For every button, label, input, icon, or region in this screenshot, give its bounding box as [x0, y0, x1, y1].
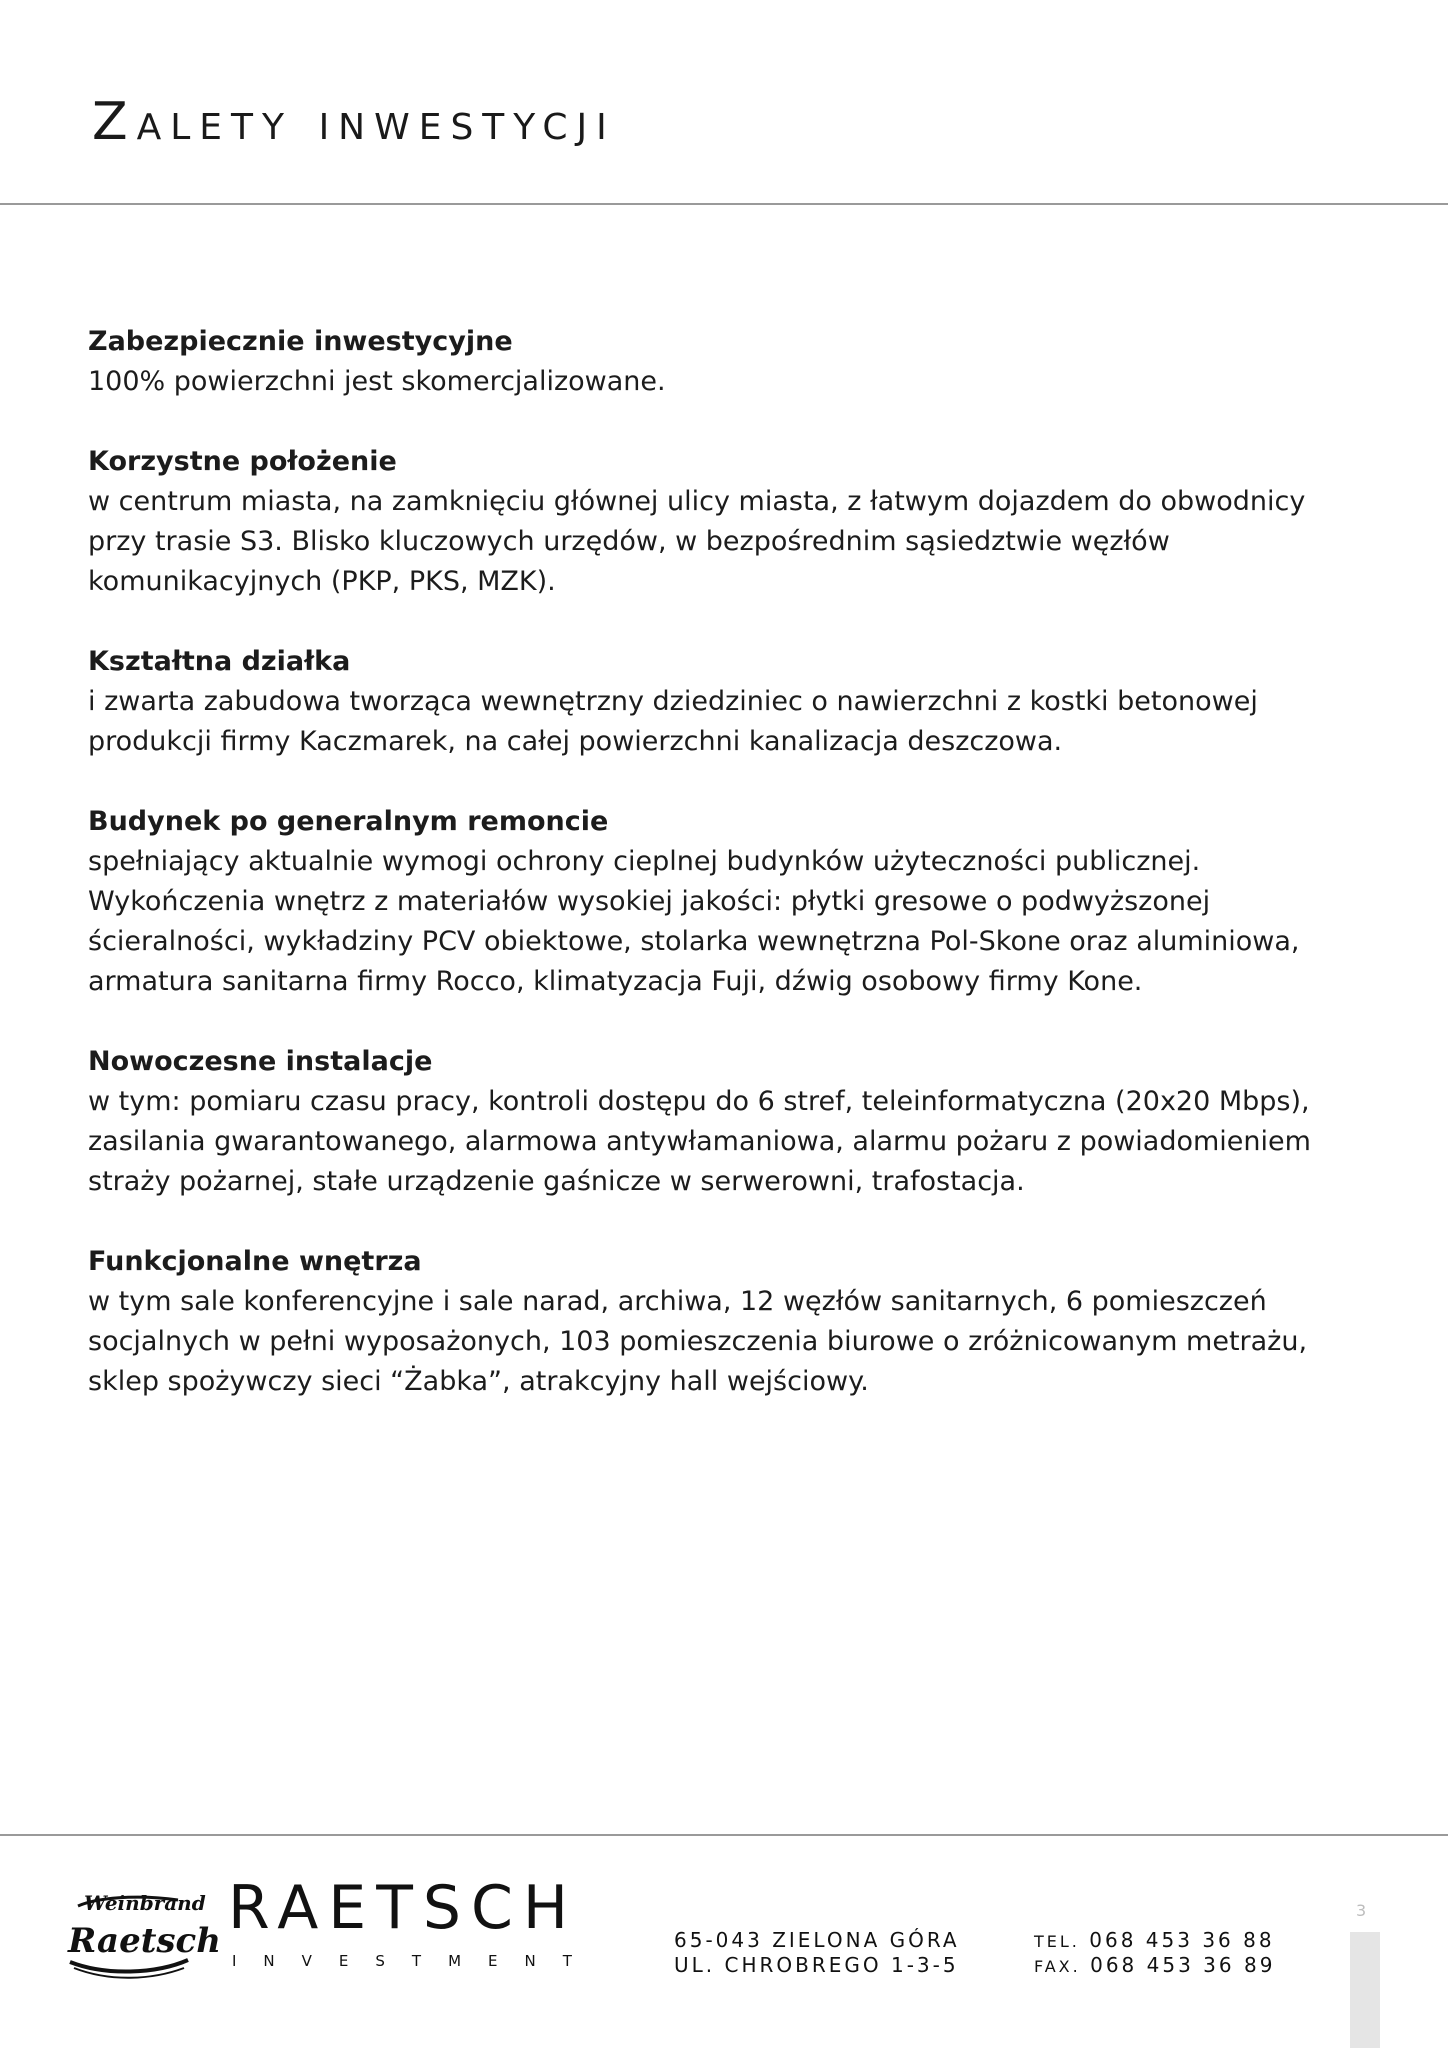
section-plot [88, 642, 1338, 762]
tel-number: 068 453 36 88 [1089, 1928, 1275, 1952]
section-body: spełniający aktualnie wymogi ochrony cieplnej budynków użyteczności publicznej. Wykończenia wnętrz z materiałów wysokiej jakości: płytki gresowe o podwyższonej ścieralności, wykładziny PCV obiektowe, stolarka wewnętrzna Pol-Skone oraz aluminiowa, armatura sanitarna firmy Rocco, klimatyzacja Fuji, dźwig osobowy firmy Kone. [88, 846, 1300, 997]
tel-label: TEL. [1034, 1932, 1080, 1951]
brand-name: RAETSCH [228, 1873, 578, 1943]
section-security [88, 322, 1338, 402]
weinbrand-raetsch-logo-icon [66, 1876, 221, 1982]
section-body: 100% powierzchni jest skomercjalizowane. [88, 366, 666, 397]
content-area [88, 322, 1338, 1442]
section-heading: Budynek po generalnym remoncie [88, 806, 609, 837]
fax-number: 068 453 36 89 [1090, 1953, 1276, 1977]
section-interiors [88, 1242, 1338, 1402]
section-body: i zwarta zabudowa tworząca wewnętrzny dziedziniec o nawierzchni z kostki betonowej produkcji firmy Kaczmarek, na całej powierzchni kanalizacja deszczowa. [88, 686, 1258, 757]
brand-subtitle: INVESTMENT [232, 1952, 599, 1970]
section-body: w centrum miasta, na zamknięciu głównej ulicy miasta, z łatwym dojazdem do obwodnicy przy trasie S3. Blisko kluczowych urzędów, w bezpośrednim sąsiedztwie węzłów komunikacyjnych (PKP, PKS, MZK). [88, 486, 1306, 597]
logo-text-main: Raetsch [68, 1921, 221, 1961]
section-renovation [88, 802, 1338, 1002]
fax-line [1034, 1955, 1275, 1975]
section-body: w tym sale konferencyjne i sale narad, archiwa, 12 węzłów sanitarnych, 6 pomieszczeń socjalnych w pełni wyposażonych, 103 pomieszczenia biurowe o zróżnicowanym metrażu, sklep spożywczy sieci “Żabka”, atrakcyjny hall wejściowy. [88, 1286, 1308, 1397]
phone-line [1034, 1930, 1275, 1950]
fax-label: FAX. [1034, 1957, 1081, 1976]
page-title: Zalety inwestycji [92, 92, 616, 152]
section-heading: Korzystne położenie [88, 446, 397, 477]
section-heading: Kształtna działka [88, 646, 351, 677]
section-installations [88, 1042, 1338, 1202]
section-heading: Funkcjonalne wnętrza [88, 1246, 422, 1277]
page-number: 3 [1356, 1901, 1367, 1920]
section-body: w tym: pomiaru czasu pracy, kontroli dostępu do 6 stref, teleinformatyczna (20x20 Mbps), zasilania gwarantowanego, alarmowa antywłamaniowa, alarmu pożaru z powiadomieniem straży pożarnej, stałe urządzenie gaśnicze w serwerowni, trafostacja. [88, 1086, 1311, 1197]
logo-text-top: Weinbrand [84, 1891, 206, 1915]
address-street: UL. CHROBREGO 1-3-5 [674, 1953, 959, 1977]
page-side-tab [1350, 1932, 1380, 2048]
section-heading: Nowoczesne instalacje [88, 1046, 433, 1077]
section-heading: Zabezpiecznie inwestycyjne [88, 326, 513, 357]
address-city: 65-043 ZIELONA GÓRA [674, 1928, 960, 1952]
footer-divider [0, 1834, 1448, 1836]
section-location [88, 442, 1338, 602]
header-divider [0, 203, 1448, 205]
